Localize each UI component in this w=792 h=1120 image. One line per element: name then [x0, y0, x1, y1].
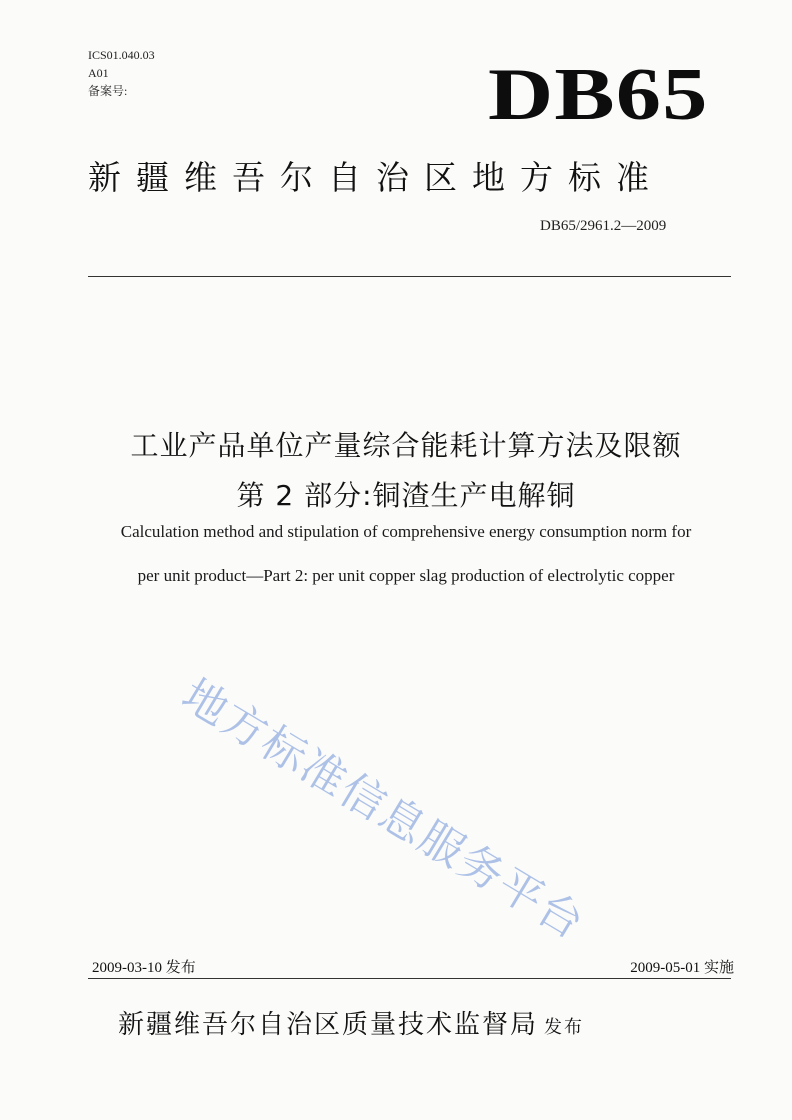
issuer-suffix: 发布 [544, 1017, 585, 1038]
standard-logo: DB65 [488, 54, 709, 136]
title-zh-line1: 工业产品单位产量综合能耗计算方法及限额 [130, 429, 682, 462]
title-zh-line2: 第 2 部分:铜渣生产电解铜 [236, 479, 576, 512]
metadata-block [88, 46, 155, 100]
class-code: A01 [88, 66, 109, 80]
org-standard-title: 新疆维吾尔自治区地方标准 [88, 158, 664, 197]
watermark: 地方标准信息服务平台 [173, 669, 594, 951]
effective-date: 2009-05-01 实施 [630, 960, 734, 976]
issuer-name: 新疆维吾尔自治区质量技术监督局 [118, 1010, 539, 1040]
record-number: 备案号: [88, 84, 128, 98]
standard-number: DB65/2961.2—2009 [540, 218, 667, 234]
footer-divider [88, 978, 731, 979]
title-en-line2: per unit product—Part 2: per unit copper slag production of electrolytic copper [137, 566, 675, 585]
title-en-line1: Calculation method and stipulation of comprehensive energy consumption norm for [120, 522, 692, 541]
header-divider [88, 276, 731, 277]
ics-code: ICS01.040.03 [88, 48, 155, 62]
issue-date: 2009-03-10 发布 [92, 960, 196, 976]
issuer-block [118, 1004, 584, 1041]
